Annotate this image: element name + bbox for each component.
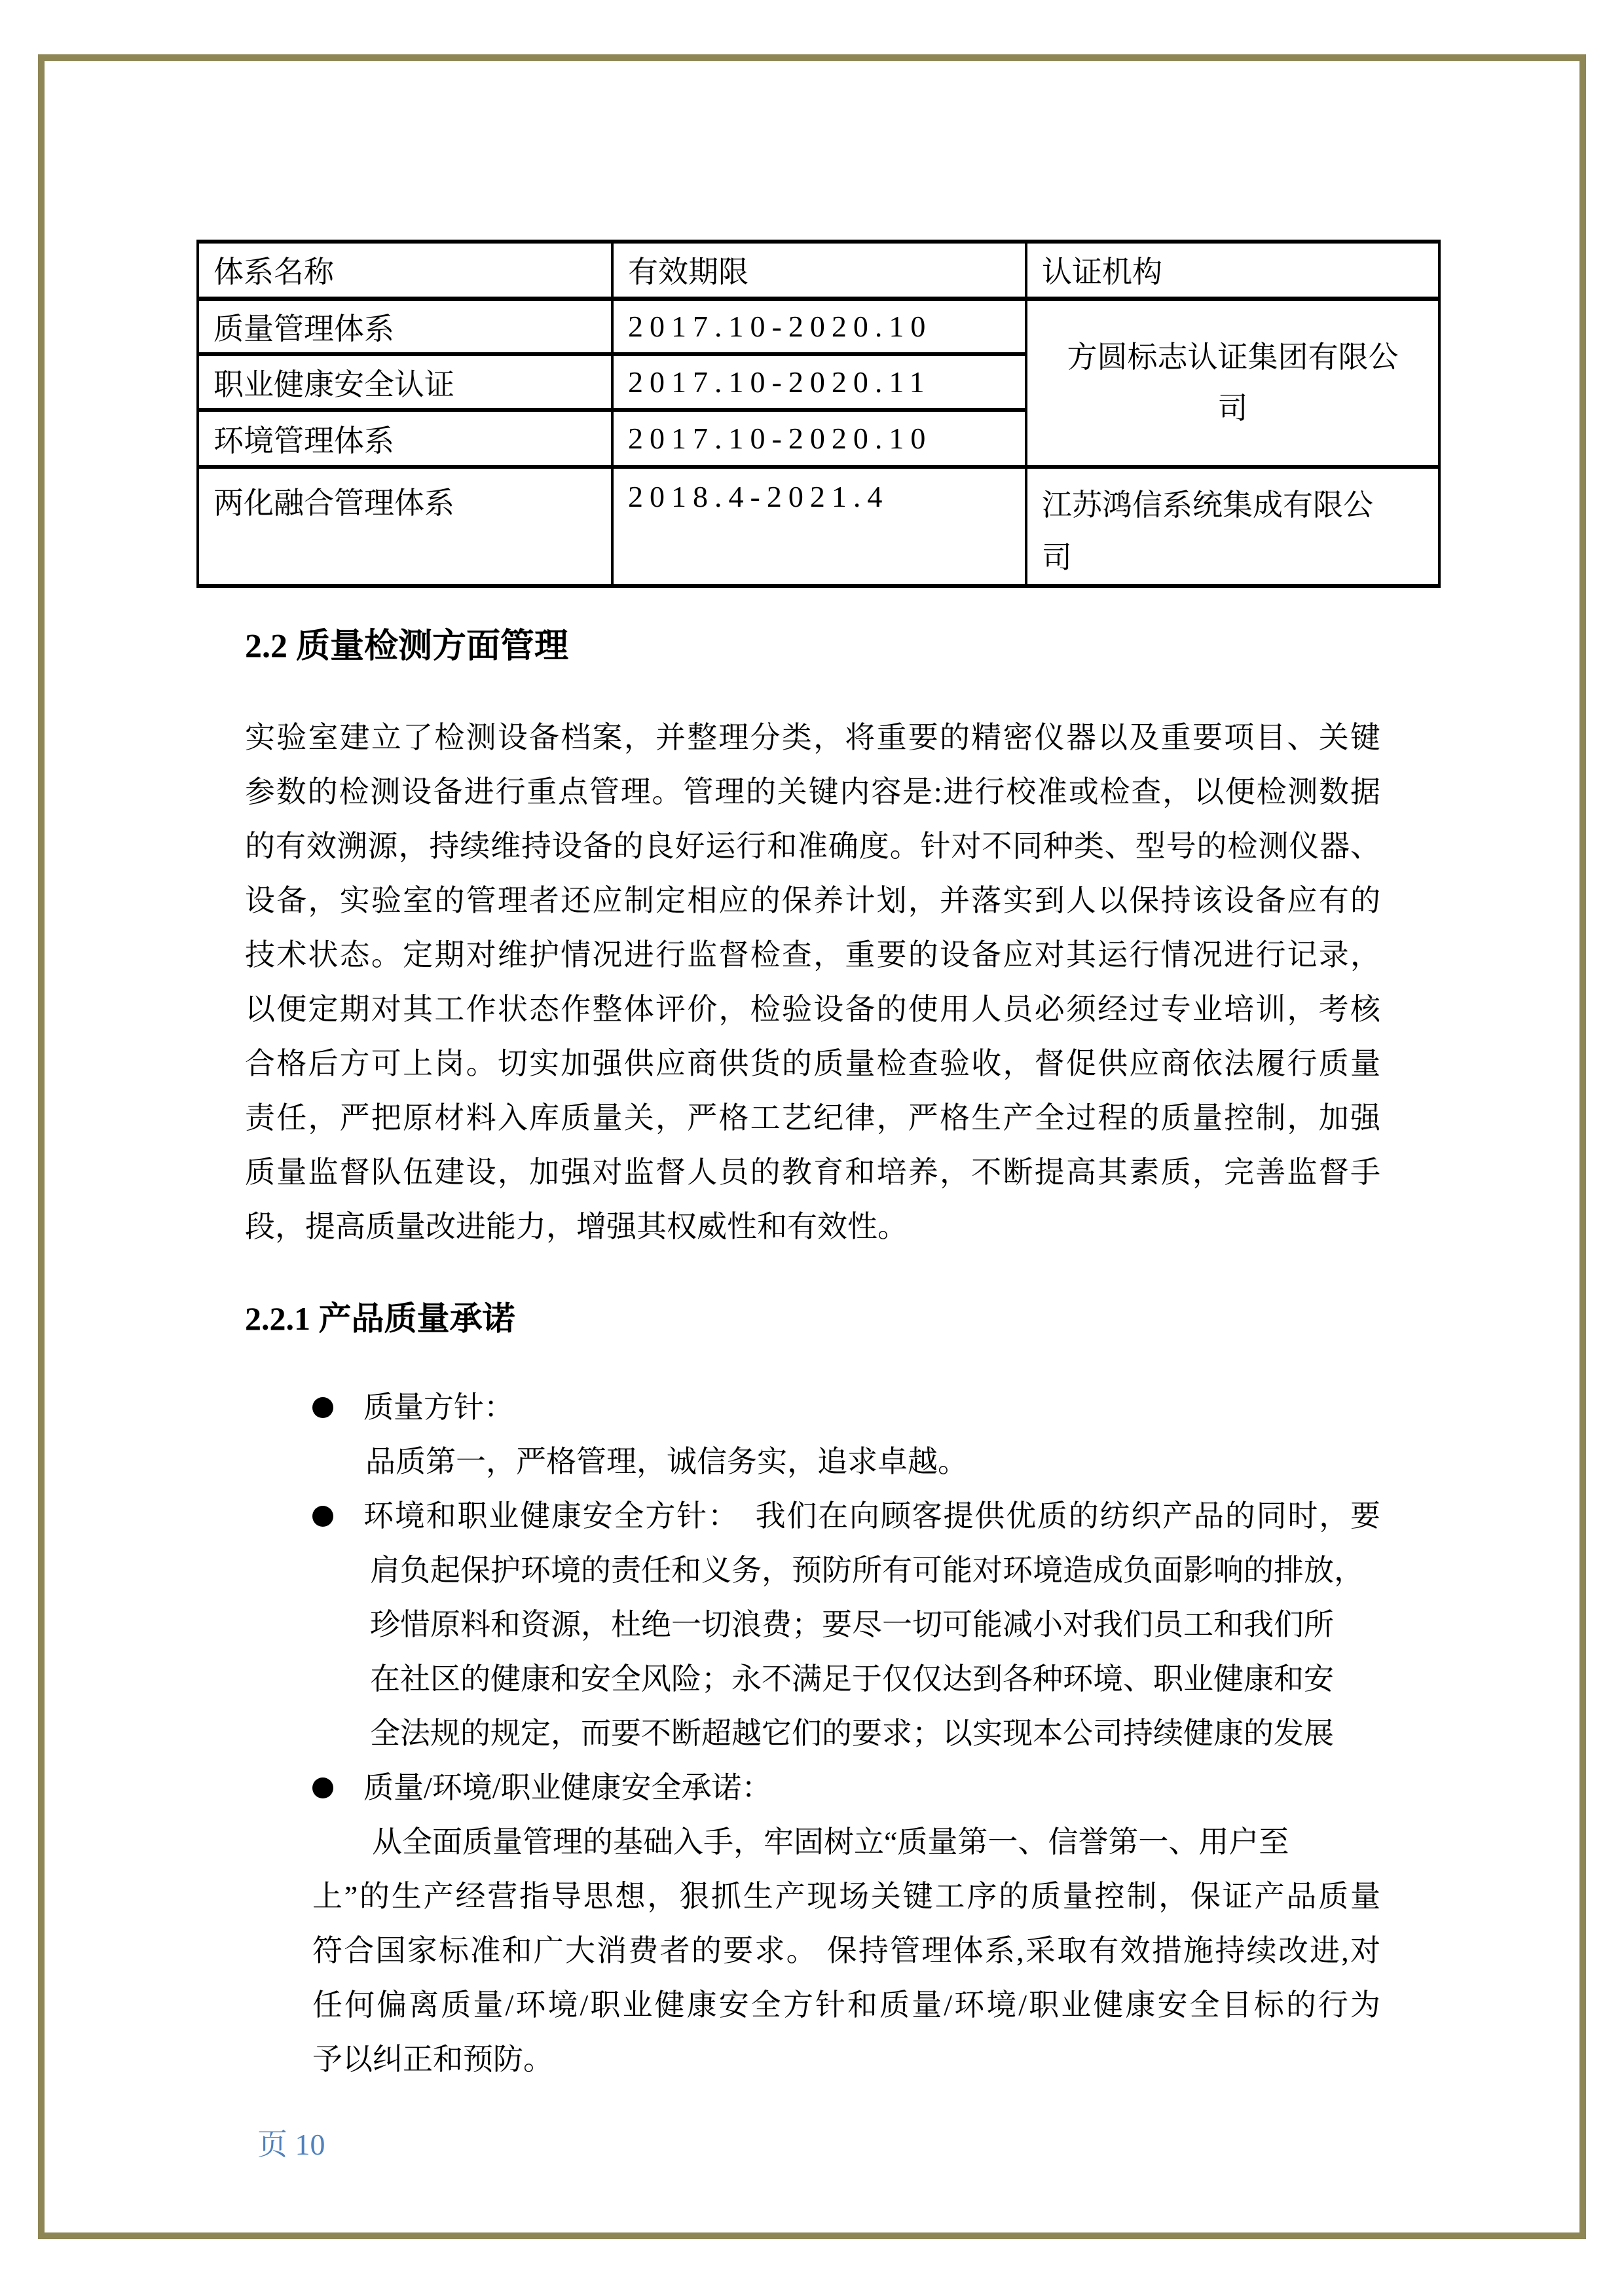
quality-inspection-paragraph	[245, 710, 1380, 1254]
bullet-item-qes-commitment: 质量/环境/职业健康安全承诺：	[245, 1760, 1380, 1815]
bullet-line: 肩负起保护环境的责任和义务，预防所有可能对环境造成负面影响的排放，	[370, 1554, 1364, 1587]
bullet-line: 珍惜原料和资源，杜绝一切浪费；要尽一切可能减小对我们员工和我们所	[370, 1608, 1334, 1641]
cert-body-line: 司	[1217, 391, 1248, 425]
cell-cert-body-merged	[1026, 299, 1439, 467]
cell-validity: 2017.10-2020.11	[612, 354, 1026, 410]
bullet-line: 符合国家标准和广大消费者的要求。 保持管理体系,采取有效措施持续改进,对	[312, 1934, 1380, 1967]
paragraph-line: 质量监督队伍建设，加强对监督人员的教育和培养，不断提高其素质，完善监督手	[245, 1156, 1380, 1189]
cert-body-line: 方圆标志认证集团有限公	[1067, 340, 1399, 374]
cell-system-name: 职业健康安全认证	[198, 354, 612, 410]
table-row	[198, 299, 1439, 354]
bullet-item-ehs-policy: 环境和职业健康安全方针： 我们在向顾客提供优质的纺织产品的同时，要	[245, 1489, 1380, 1543]
cert-body-line: 司	[1042, 541, 1072, 574]
cell-validity: 2017.10-2020.10	[612, 410, 1026, 467]
paragraph-line: 设备，实验室的管理者还应制定相应的保养计划，并落实到人以保持该设备应有的	[245, 884, 1380, 917]
paragraph-line: 技术状态。定期对维护情况进行监督检查，重要的设备应对其运行情况进行记录，	[245, 938, 1380, 972]
table-header-row	[198, 242, 1439, 299]
bullet-line: 予以纠正和预防。	[312, 2043, 553, 2076]
paragraph-line: 责任，严把原材料入库质量关，严格工艺纪律，严格生产全过程的质量控制，加强	[245, 1101, 1380, 1135]
paragraph-line: 实验室建立了检测设备档案，并整理分类，将重要的精密仪器以及重要项目、关键	[245, 721, 1380, 754]
header-system-name: 体系名称	[198, 242, 612, 299]
paragraph-line: 合格后方可上岗。切实加强供应商供货的质量检查验收，督促供应商依法履行质量	[245, 1047, 1380, 1080]
paragraph-line: 的有效溯源，持续维持设备的良好运行和准确度。针对不同种类、型号的检测仪器、	[245, 829, 1380, 863]
cell-validity: 2018.4-2021.4	[612, 467, 1026, 586]
header-validity: 有效期限	[612, 242, 1026, 299]
paragraph-line: 段，提高质量改进能力，增强其权威性和有效性。	[245, 1210, 908, 1243]
paragraph-line: 以便定期对其工作状态作整体评价，检验设备的使用人员必须经过专业培训，考核	[245, 993, 1380, 1026]
bullet-item-quality-policy: 质量方针：	[245, 1380, 1380, 1434]
cell-system-name: 两化融合管理体系	[198, 467, 612, 586]
section-heading-2-2: 2.2 质量检测方面管理	[245, 628, 569, 665]
table-row	[198, 467, 1439, 586]
cell-validity: 2017.10-2020.10	[612, 299, 1026, 354]
cell-system-name: 环境管理体系	[198, 410, 612, 467]
section-heading-2-2-1: 2.2.1 产品质量承诺	[245, 1300, 515, 1337]
bullet-line: 在社区的健康和安全风险；永不满足于仅仅达到各种环境、职业健康和安	[370, 1662, 1334, 1696]
certification-table	[196, 240, 1441, 588]
bullet-line: 品质第一，严格管理，诚信务实，追求卓越。	[365, 1445, 968, 1478]
cell-cert-body	[1026, 467, 1439, 586]
cell-system-name: 质量管理体系	[198, 299, 612, 354]
cert-body-line: 江苏鸿信系统集成有限公	[1042, 488, 1373, 522]
bullet-line: 上”的生产经营指导思想，狠抓生产现场关键工序的质量控制，保证产品质量	[312, 1880, 1380, 1913]
bullet-line: 全法规的规定，而要不断超越它们的要求；以实现本公司持续健康的发展	[370, 1717, 1334, 1750]
page-number: 页 10	[257, 2128, 325, 2161]
header-cert-body: 认证机构	[1026, 242, 1439, 299]
bullet-line: 任何偏离质量/环境/职业健康安全方针和质量/环境/职业健康安全目标的行为	[312, 1988, 1380, 2022]
commitment-bullet-list	[245, 1380, 1380, 2086]
paragraph-line: 参数的检测设备进行重点管理。管理的关键内容是:进行校准或检查，以便检测数据	[245, 775, 1380, 809]
bullet-line: 从全面质量管理的基础入手，牢固树立“质量第一、信誉第一、用户至	[372, 1825, 1289, 1859]
